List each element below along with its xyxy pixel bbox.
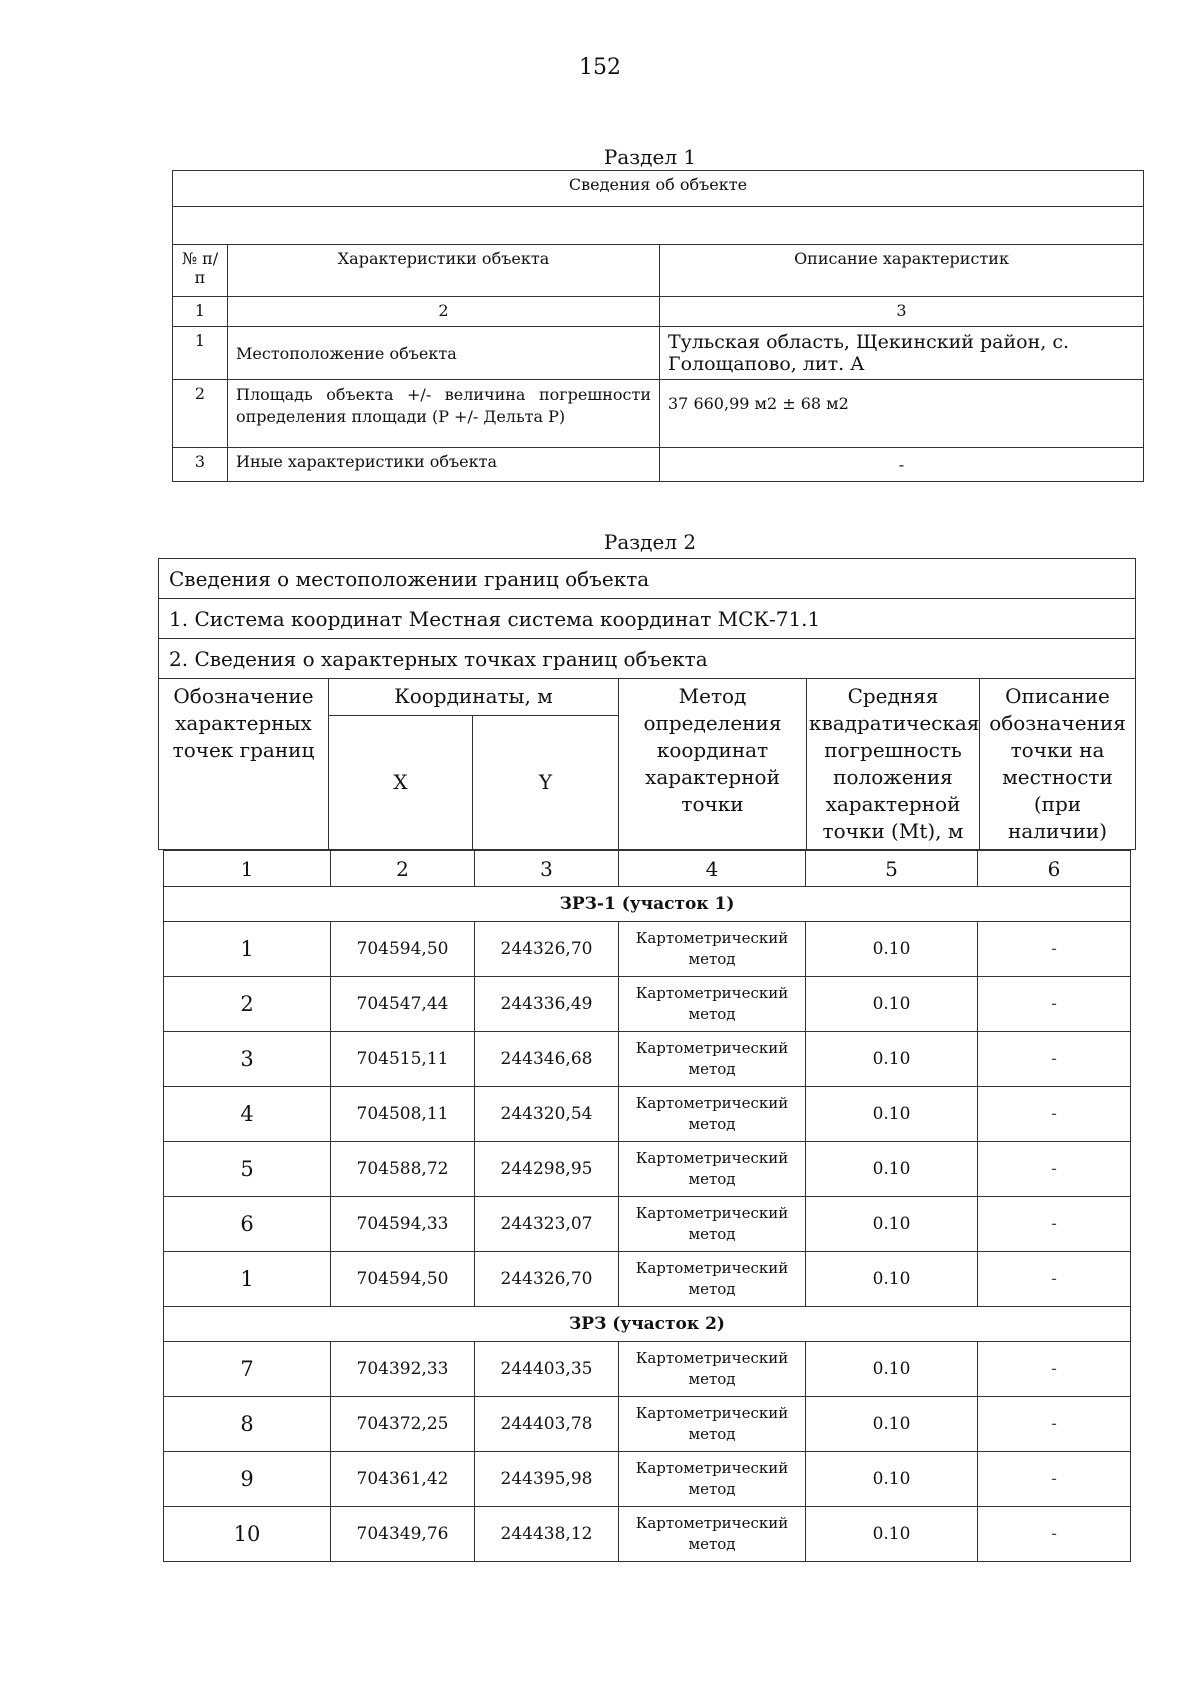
group-title: ЗРЗ-1 (участок 1) <box>164 887 1131 922</box>
x-coordinate: 704588,72 <box>331 1142 475 1197</box>
point-description: - <box>978 922 1131 977</box>
table-row <box>164 1342 1131 1397</box>
table-row <box>164 1252 1131 1307</box>
x-coordinate: 704392,33 <box>331 1342 475 1397</box>
method: Картометрический метод <box>619 1142 806 1197</box>
error-value: 0.10 <box>806 1032 978 1087</box>
error-value: 0.10 <box>806 1452 978 1507</box>
method: Картометрический метод <box>619 1197 806 1252</box>
point-description: - <box>978 1142 1131 1197</box>
method: Картометрический метод <box>619 1397 806 1452</box>
error-value: 0.10 <box>806 1197 978 1252</box>
col-header-number: № п/п <box>173 245 228 297</box>
section1-table <box>172 170 1144 482</box>
error-value: 0.10 <box>806 1142 978 1197</box>
error-value: 0.10 <box>806 1397 978 1452</box>
col-number: 1 <box>164 851 331 887</box>
x-coordinate: 704594,50 <box>331 1252 475 1307</box>
point-label: 2 <box>164 977 331 1032</box>
row-number: 1 <box>173 327 228 380</box>
error-value: 0.10 <box>806 1087 978 1142</box>
y-coordinate: 244336,49 <box>475 977 619 1032</box>
row-number: 3 <box>173 448 228 482</box>
row-value: - <box>660 448 1144 482</box>
y-coordinate: 244326,70 <box>475 922 619 977</box>
row-name: Иные характеристики объекта <box>228 448 660 482</box>
method: Картометрический метод <box>619 1032 806 1087</box>
error-value: 0.10 <box>806 1507 978 1562</box>
point-label: 7 <box>164 1342 331 1397</box>
table-row <box>164 1032 1131 1087</box>
x-coordinate: 704372,25 <box>331 1397 475 1452</box>
point-label: 3 <box>164 1032 331 1087</box>
col-number: 2 <box>228 297 660 327</box>
point-description: - <box>978 1252 1131 1307</box>
table-row <box>164 922 1131 977</box>
y-coordinate: 244323,07 <box>475 1197 619 1252</box>
col-number: 6 <box>978 851 1131 887</box>
x-coordinate: 704508,11 <box>331 1087 475 1142</box>
point-label: 1 <box>164 1252 331 1307</box>
header-designation: Обозначение характерных точек границ <box>159 679 329 850</box>
row-number: 2 <box>173 380 228 448</box>
table-row <box>164 1452 1131 1507</box>
method: Картометрический метод <box>619 1507 806 1562</box>
method: Картометрический метод <box>619 1087 806 1142</box>
method: Картометрический метод <box>619 977 806 1032</box>
x-coordinate: 704547,44 <box>331 977 475 1032</box>
y-coordinate: 244298,95 <box>475 1142 619 1197</box>
point-description: - <box>978 1087 1131 1142</box>
col-number: 3 <box>475 851 619 887</box>
empty-row <box>173 207 1144 245</box>
table-row <box>164 977 1131 1032</box>
y-coordinate: 244438,12 <box>475 1507 619 1562</box>
section2-title: Раздел 2 <box>603 530 697 554</box>
section1-title: Раздел 1 <box>603 145 697 169</box>
y-coordinate: 244395,98 <box>475 1452 619 1507</box>
coordinate-system: 1. Система координат Местная система координат МСК-71.1 <box>159 599 1136 639</box>
col-header-description: Описание характеристик <box>660 245 1144 297</box>
row-name: Площадь объекта +/- величина погрешности определения площади (Р +/- Дельта Р) <box>228 380 660 448</box>
method: Картометрический метод <box>619 922 806 977</box>
row-name: Местоположение объекта <box>228 327 660 380</box>
point-label: 1 <box>164 922 331 977</box>
col-header-characteristics: Характеристики объекта <box>228 245 660 297</box>
point-description: - <box>978 977 1131 1032</box>
y-coordinate: 244346,68 <box>475 1032 619 1087</box>
group-row <box>164 1307 1131 1342</box>
y-coordinate: 244326,70 <box>475 1252 619 1307</box>
x-coordinate: 704515,11 <box>331 1032 475 1087</box>
x-coordinate: 704349,76 <box>331 1507 475 1562</box>
header-error: Средняя квадратическая погрешность положения характерной точки (Mt), м <box>807 679 980 850</box>
table-row <box>164 1197 1131 1252</box>
point-label: 4 <box>164 1087 331 1142</box>
header-method: Метод определения координат характерной точки <box>619 679 807 850</box>
y-coordinate: 244403,78 <box>475 1397 619 1452</box>
table-row <box>164 1397 1131 1452</box>
header-x: X <box>329 716 473 850</box>
point-description: - <box>978 1452 1131 1507</box>
boundaries-info: Сведения о местоположении границ объекта <box>159 559 1136 599</box>
table-row <box>164 1142 1131 1197</box>
col-number: 5 <box>806 851 978 887</box>
col-number: 1 <box>173 297 228 327</box>
col-number: 3 <box>660 297 1144 327</box>
section2-header-table <box>158 558 1136 850</box>
group-title: ЗРЗ (участок 2) <box>164 1307 1131 1342</box>
point-label: 6 <box>164 1197 331 1252</box>
error-value: 0.10 <box>806 977 978 1032</box>
row-value: 37 660,99 м2 ± 68 м2 <box>660 380 1144 448</box>
method: Картометрический метод <box>619 1342 806 1397</box>
points-table <box>163 850 1131 1562</box>
point-description: - <box>978 1342 1131 1397</box>
row-value: Тульская область, Щекинский район, с. Голощапово, лит. А <box>660 327 1144 380</box>
header-y: Y <box>473 716 619 850</box>
point-label: 5 <box>164 1142 331 1197</box>
header-description: Описание обозначения точки на местности (при наличии) <box>980 679 1136 850</box>
points-info: 2. Сведения о характерных точках границ объекта <box>159 639 1136 679</box>
col-number: 4 <box>619 851 806 887</box>
method: Картометрический метод <box>619 1252 806 1307</box>
point-description: - <box>978 1507 1131 1562</box>
y-coordinate: 244403,35 <box>475 1342 619 1397</box>
error-value: 0.10 <box>806 1342 978 1397</box>
x-coordinate: 704594,50 <box>331 922 475 977</box>
point-description: - <box>978 1397 1131 1452</box>
point-description: - <box>978 1197 1131 1252</box>
point-label: 8 <box>164 1397 331 1452</box>
method: Картометрический метод <box>619 1452 806 1507</box>
point-description: - <box>978 1032 1131 1087</box>
x-coordinate: 704361,42 <box>331 1452 475 1507</box>
point-label: 10 <box>164 1507 331 1562</box>
page-number: 152 <box>579 55 621 80</box>
group-row <box>164 887 1131 922</box>
x-coordinate: 704594,33 <box>331 1197 475 1252</box>
point-label: 9 <box>164 1452 331 1507</box>
section1-header: Сведения об объекте <box>173 171 1144 207</box>
table-row <box>164 1507 1131 1562</box>
y-coordinate: 244320,54 <box>475 1087 619 1142</box>
table-row <box>164 1087 1131 1142</box>
col-number: 2 <box>331 851 475 887</box>
error-value: 0.10 <box>806 1252 978 1307</box>
header-coordinates: Координаты, м <box>329 679 619 716</box>
error-value: 0.10 <box>806 922 978 977</box>
